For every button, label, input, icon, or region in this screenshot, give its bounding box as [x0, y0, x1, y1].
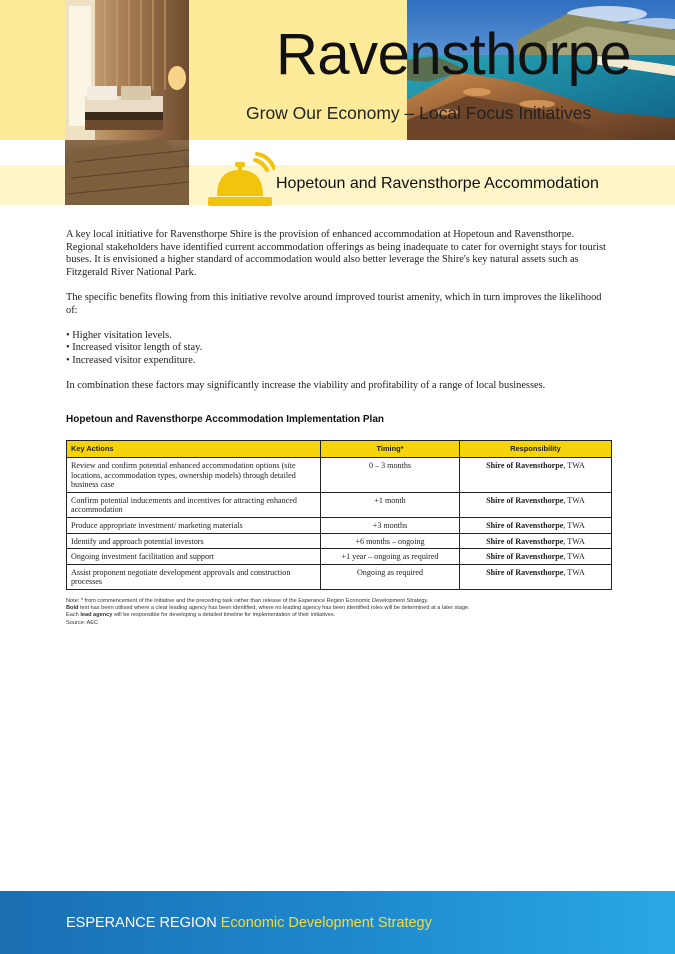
table-notes	[66, 598, 626, 627]
lead-agency: Shire of Ravensthorpe	[486, 495, 564, 505]
note-timing: Note: * from commencement of the initiative and the preceding task rather than release of the Esperance Region Economic Development Strategy.	[66, 598, 429, 604]
table-row	[67, 458, 612, 493]
header-responsibility: Responsibility	[460, 441, 612, 458]
timing-cell: Ongoing as required	[321, 564, 460, 589]
header-timing: Timing*	[321, 441, 460, 458]
implementation-plan-table	[66, 440, 612, 590]
other-agency: , TWA	[563, 567, 585, 577]
hotel-room-photo	[65, 0, 189, 205]
other-agency: , TWA	[563, 520, 585, 530]
page-subtitle: Grow Our Economy – Local Focus Initiatives	[246, 103, 592, 123]
responsibility-cell	[460, 492, 612, 517]
other-agency: , TWA	[563, 552, 585, 562]
footer-title	[66, 915, 432, 931]
note-bold-word: Bold	[66, 605, 79, 612]
note-lead-pre: Each	[66, 612, 81, 619]
lead-agency: Shire of Ravensthorpe	[486, 552, 564, 562]
other-agency: , TWA	[563, 495, 585, 505]
timing-cell: +3 months	[321, 517, 460, 533]
note-lead-agency	[66, 612, 626, 619]
action-cell: Identify and approach potential investors	[67, 533, 321, 549]
action-cell: Confirm potential inducements and incentives for attracting enhanced accommodation	[67, 492, 321, 517]
other-agency: , TWA	[563, 536, 585, 546]
responsibility-cell	[460, 458, 612, 493]
lead-agency: Shire of Ravensthorpe	[486, 520, 564, 530]
page-header	[0, 0, 675, 205]
plan-title: Hopetoun and Ravensthorpe Accommodation Implementation Plan	[66, 414, 384, 425]
section-heading: Hopetoun and Ravensthorpe Accommodation	[276, 175, 599, 192]
note-lead-bold: lead agency	[80, 612, 113, 619]
note-lead-rest: will be responsible for developing a detailed timeline for implementation of their initiatives.	[112, 612, 336, 619]
timing-cell: 0 – 3 months	[321, 458, 460, 493]
note-bold	[66, 605, 626, 612]
timing-cell: +1 year – ongoing as required	[321, 549, 460, 565]
body-copy	[66, 229, 611, 405]
other-agency: , TWA	[563, 461, 585, 470]
note-source: Source: AEC	[66, 619, 99, 626]
footer-region: ESPERANCE REGION	[66, 915, 217, 931]
responsibility-cell	[460, 549, 612, 565]
footer-strategy: Economic Development Strategy	[220, 915, 432, 931]
table-row	[67, 564, 612, 589]
timing-cell: +1 month	[321, 492, 460, 517]
table-row	[67, 492, 612, 517]
table-row	[67, 517, 612, 533]
intro-paragraph: A key local initiative for Ravensthorpe Shire is the provision of enhanced accommodation at Hopetoun and Ravensthorpe. Regional stakeholders have identified current accommodation offerings as being inadequate to cater for overnight stays for tourist buses. It is envisioned a higher standard of accommodation would also better leverage the Shire's key natural assets such as Fitzgerald River National Park.	[66, 229, 606, 278]
action-cell: Ongoing investment facilitation and support	[67, 549, 321, 565]
action-cell: Review and confirm potential enhanced accommodation options (site locations, accommodation types, ownership models) through detailed business case	[67, 458, 321, 493]
responsibility-cell	[460, 533, 612, 549]
table-row	[67, 549, 612, 565]
header-key-actions: Key Actions	[67, 441, 321, 458]
responsibility-cell	[460, 564, 612, 589]
benefits-paragraph: The specific benefits flowing from this initiative revolve around improved tourist amenity, which in turn improves the likelihood of:	[66, 291, 602, 316]
list-item: • Increased visitor expenditure.	[66, 355, 611, 368]
lead-agency: Shire of Ravensthorpe	[486, 536, 564, 546]
timing-cell: +6 months – ongoing	[321, 533, 460, 549]
action-cell: Produce appropriate investment/ marketing materials	[67, 517, 321, 533]
page-title: Ravensthorpe	[276, 22, 632, 87]
responsibility-cell	[460, 517, 612, 533]
note-bold-rest: text has been utilised where a clear leading agency has been identified, where no leading agency has been identified roles will be determined at a later stage.	[78, 605, 470, 612]
reception-bell-icon	[205, 152, 275, 210]
lead-agency: Shire of Ravensthorpe	[486, 567, 564, 577]
action-cell: Assist proponent negotiate development approvals and construction processes	[67, 564, 321, 589]
list-item: • Increased visitor length of stay.	[66, 342, 611, 355]
benefits-list	[66, 330, 611, 368]
lead-agency: Shire of Ravensthorpe	[486, 461, 564, 470]
list-item: • Higher visitation levels.	[66, 330, 611, 343]
table-row	[67, 533, 612, 549]
conclusion-paragraph: In combination these factors may significantly increase the viability and profitability of a range of local businesses.	[66, 380, 546, 392]
table-header-row	[67, 441, 612, 458]
